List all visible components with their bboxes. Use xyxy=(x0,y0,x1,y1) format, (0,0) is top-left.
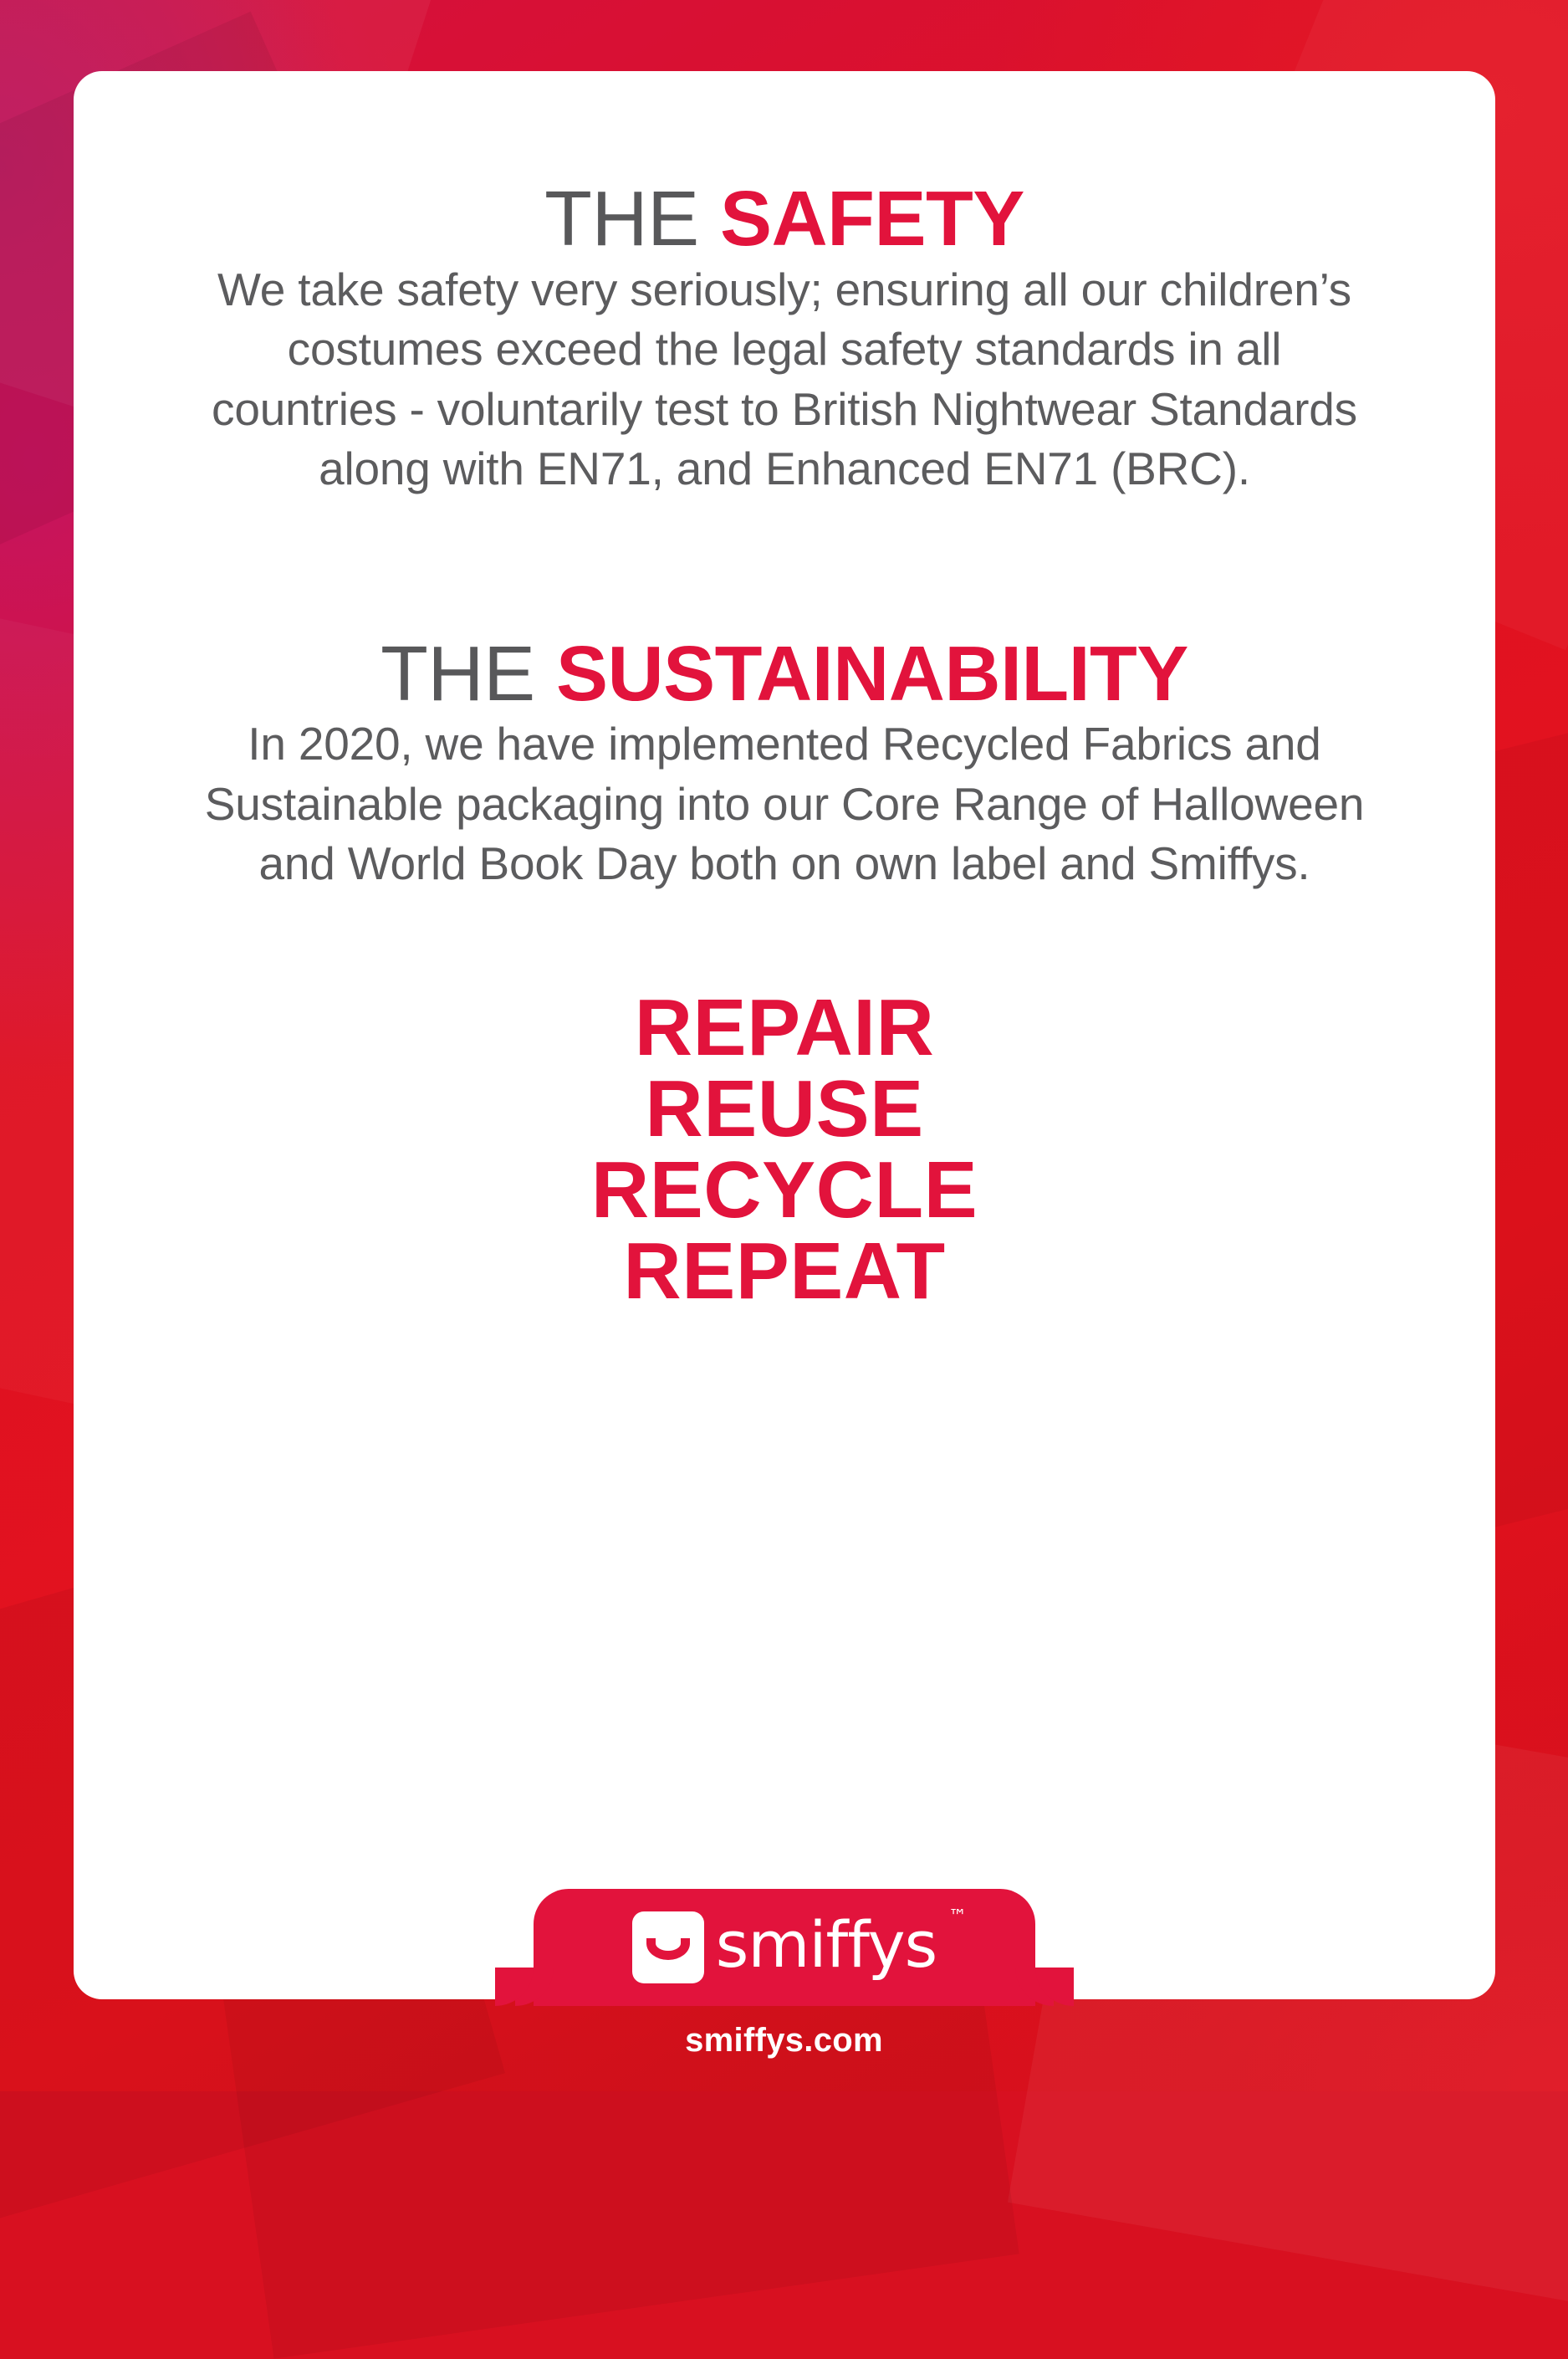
smiffys-wordmark-text: smiffys xyxy=(715,1907,937,1982)
smiffys-wordmark xyxy=(715,1906,968,1982)
smiffys-smile-icon xyxy=(632,1911,704,1983)
safety-section xyxy=(166,71,1403,499)
sustainability-heading xyxy=(166,629,1403,717)
sustainability-heading-accent: SUSTAINABILITY xyxy=(555,629,1188,717)
mantra-line-recycle: RECYCLE xyxy=(590,1144,978,1235)
smiffys-logo-tab xyxy=(534,1889,1035,2006)
trademark-symbol: ™ xyxy=(948,1906,968,1927)
safety-heading-accent: SAFETY xyxy=(719,175,1024,262)
safety-heading xyxy=(166,71,1403,260)
sustainability-body-text: In 2020, we have implemented Recycled Fabrics and Sustainable packaging into our Core Range of Halloween and World Book Day both on own label and Smiffys. xyxy=(204,718,1365,890)
sustainability-section xyxy=(166,629,1403,894)
safety-heading-plain: THE xyxy=(544,175,720,262)
mantra-line-repeat: REPEAT xyxy=(623,1226,946,1316)
smile-shape xyxy=(646,1938,690,1960)
website-url: smiffys.com xyxy=(685,2022,883,2059)
mantra-block xyxy=(166,982,1403,1316)
content-card xyxy=(74,71,1495,1999)
safety-body-text: We take safety very seriously; ensuring all our children’s costumes exceed the legal safety standards in all countries - voluntarily test to British Nightwear Standards along with EN71, and Enhanced EN71 (BRC). xyxy=(212,263,1357,495)
sustainability-heading-plain: THE xyxy=(381,629,556,717)
section-spacer xyxy=(166,499,1403,633)
mantra-line-repair: REPAIR xyxy=(634,982,935,1072)
mantra-line-reuse: REUSE xyxy=(645,1063,924,1154)
